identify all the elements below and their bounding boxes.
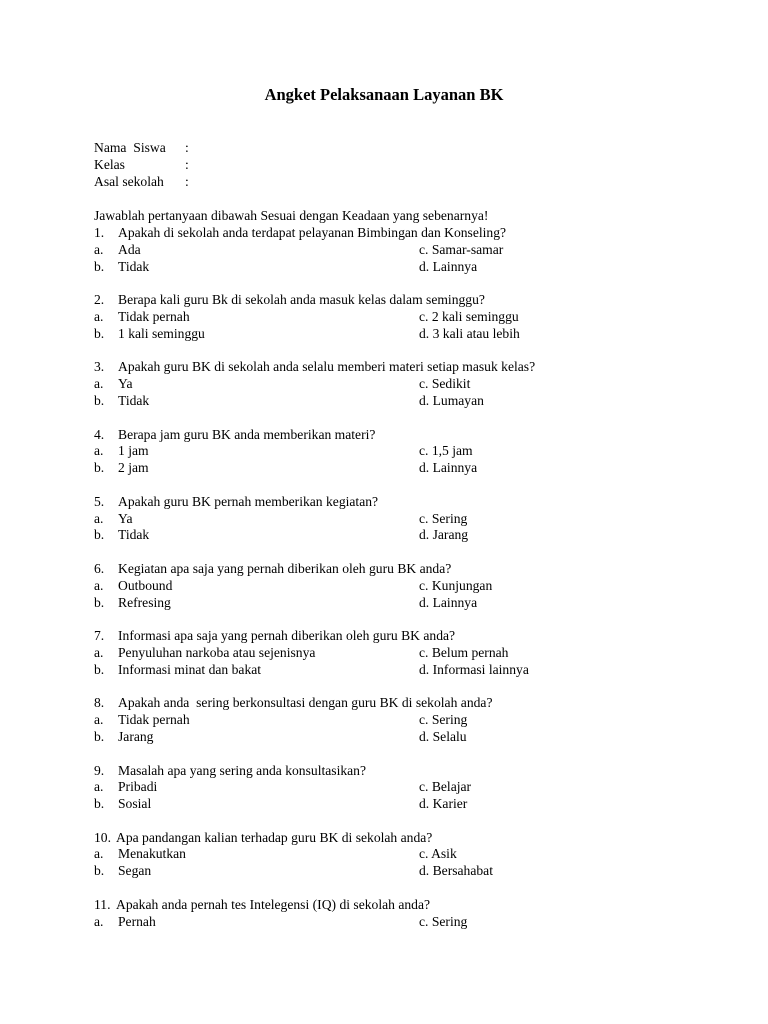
option-row <box>94 595 694 612</box>
option-text: d. Bersahabat <box>419 863 493 879</box>
option-text: c. 2 kali seminggu <box>419 308 519 324</box>
option-row <box>94 796 694 813</box>
option-text: c. Kunjungan <box>419 577 493 593</box>
option-text: Outbound <box>118 577 173 593</box>
option-text: Pernah <box>118 913 156 929</box>
option-text: d. Selalu <box>419 728 467 744</box>
question-list <box>94 225 694 947</box>
option-text: d. Lainnya <box>419 258 478 274</box>
option-text: 1 jam <box>118 443 149 459</box>
option-row <box>94 460 694 477</box>
option-row <box>94 712 694 729</box>
question-number: 6. <box>94 560 105 576</box>
question-5 <box>94 494 694 544</box>
question-number: 7. <box>94 628 105 644</box>
option-text: 2 jam <box>118 460 149 476</box>
field-label-kelas: Kelas <box>94 156 125 172</box>
option-letter: b. <box>94 796 105 812</box>
option-row <box>94 443 694 460</box>
option-text: Penyuluhan narkoba atau sejenisnya <box>118 644 316 660</box>
option-text: d. 3 kali atau lebih <box>419 325 520 341</box>
option-text: c. Sering <box>419 913 468 929</box>
question-6 <box>94 561 694 611</box>
option-text: c. Belum pernah <box>419 644 509 660</box>
field-label-asal-sekolah: Asal sekolah <box>94 173 164 189</box>
question-number: 9. <box>94 762 105 778</box>
identity-row-name <box>94 140 195 157</box>
question-number: 11. <box>94 896 111 912</box>
option-text: d. Lumayan <box>419 392 484 408</box>
field-colon: : <box>185 173 189 189</box>
option-letter: b. <box>94 325 105 341</box>
option-text: Tidak pernah <box>118 712 190 728</box>
option-text: c. Sering <box>419 510 468 526</box>
option-row <box>94 376 694 393</box>
option-letter: b. <box>94 863 105 879</box>
question-text: Apakah guru BK di sekolah anda selalu memberi materi setiap masuk kelas? <box>118 359 536 375</box>
option-row <box>94 242 694 259</box>
identity-row-kelas <box>94 157 195 174</box>
field-colon: : <box>185 156 189 172</box>
question-text: Kegiatan apa saja yang pernah diberikan oleh guru BK anda? <box>118 560 452 576</box>
option-text: Pribadi <box>118 779 158 795</box>
option-row <box>94 393 694 410</box>
option-letter: a. <box>94 308 104 324</box>
option-row <box>94 326 694 343</box>
option-text: Sosial <box>118 796 152 812</box>
option-text: Refresing <box>118 594 171 610</box>
question-10 <box>94 830 694 880</box>
option-text: d. Lainnya <box>419 594 478 610</box>
option-letter: a. <box>94 510 104 526</box>
option-text: Informasi minat dan bakat <box>118 661 262 677</box>
option-text: d. Lainnya <box>419 460 478 476</box>
instruction-text: Jawablah pertanyaan dibawah Sesuai dengan Keadaan yang sebenarnya! <box>94 208 489 223</box>
option-letter: b. <box>94 460 105 476</box>
question-text: Masalah apa yang sering anda konsultasikan? <box>118 762 367 778</box>
question-11 <box>94 897 694 931</box>
option-letter: a. <box>94 846 104 862</box>
option-row <box>94 863 694 880</box>
option-row <box>94 309 694 326</box>
option-text: Ada <box>118 241 141 257</box>
option-row <box>94 729 694 746</box>
question-text: Berapa kali guru Bk di sekolah anda masuk kelas dalam seminggu? <box>118 292 485 308</box>
option-letter: a. <box>94 376 104 392</box>
option-text: Tidak pernah <box>118 308 190 324</box>
field-colon: : <box>185 140 189 155</box>
option-letter: a. <box>94 913 104 929</box>
option-text: c. 1,5 jam <box>419 443 473 459</box>
field-label-nama-siswa: Nama Siswa <box>94 140 166 155</box>
question-3 <box>94 359 694 409</box>
option-letter: a. <box>94 644 104 660</box>
option-text: c. Sedikit <box>419 376 471 392</box>
identity-row-asal-sekolah <box>94 174 195 191</box>
question-number: 3. <box>94 359 105 375</box>
option-text: d. Informasi lainnya <box>419 661 529 677</box>
option-letter: b. <box>94 527 105 543</box>
option-letter: b. <box>94 392 105 408</box>
option-letter: a. <box>94 779 104 795</box>
option-text: c. Sering <box>419 712 468 728</box>
option-text: Ya <box>118 376 133 392</box>
option-text: 1 kali seminggu <box>118 325 205 341</box>
option-letter: b. <box>94 661 105 677</box>
question-text: Apakah anda sering berkonsultasi dengan guru BK di sekolah anda? <box>118 695 493 711</box>
question-number: 8. <box>94 695 105 711</box>
question-number: 4. <box>94 426 105 442</box>
document-title: Angket Pelaksanaan Layanan BK <box>264 85 504 104</box>
question-text: Apa pandangan kalian terhadap guru BK di sekolah anda? <box>116 829 433 845</box>
option-row <box>94 511 694 528</box>
option-letter: a. <box>94 443 104 459</box>
option-text: d. Karier <box>419 796 468 812</box>
option-text: Tidak <box>118 258 150 274</box>
option-letter: b. <box>94 728 105 744</box>
option-letter: b. <box>94 594 105 610</box>
question-number: 1. <box>94 225 105 240</box>
option-text: d. Jarang <box>419 527 469 543</box>
option-text: c. Belajar <box>419 779 472 795</box>
question-number: 5. <box>94 493 105 509</box>
question-text: Apakah di sekolah anda terdapat pelayanan Bimbingan dan Konseling? <box>118 225 507 240</box>
option-text: Segan <box>118 863 152 879</box>
question-4 <box>94 427 694 477</box>
option-letter: a. <box>94 577 104 593</box>
option-text: Tidak <box>118 527 150 543</box>
option-row <box>94 846 694 863</box>
question-1 <box>94 225 694 275</box>
option-text: c. Asik <box>419 846 457 862</box>
question-7 <box>94 628 694 678</box>
question-text: Apakah anda pernah tes Intelegensi (IQ) di sekolah anda? <box>116 896 431 912</box>
option-letter: a. <box>94 712 104 728</box>
option-row <box>94 662 694 679</box>
option-text: c. Samar-samar <box>419 241 504 257</box>
option-row <box>94 527 694 544</box>
question-9 <box>94 763 694 813</box>
option-row <box>94 645 694 662</box>
option-text: Menakutkan <box>118 846 186 862</box>
option-row <box>94 578 694 595</box>
option-row <box>94 259 694 276</box>
option-letter: a. <box>94 241 104 257</box>
question-2 <box>94 292 694 342</box>
option-row <box>94 779 694 796</box>
question-text: Informasi apa saja yang pernah diberikan oleh guru BK anda? <box>118 628 456 644</box>
identity-fields <box>94 140 195 190</box>
question-number: 10. <box>94 829 111 845</box>
question-8 <box>94 695 694 745</box>
option-text: Ya <box>118 510 133 526</box>
question-text: Berapa jam guru BK anda memberikan materi? <box>118 426 376 442</box>
option-letter: b. <box>94 258 105 274</box>
option-text: Jarang <box>118 728 154 744</box>
question-text: Apakah guru BK pernah memberikan kegiatan? <box>118 493 379 509</box>
option-text: Tidak <box>118 392 150 408</box>
question-number: 2. <box>94 292 105 308</box>
option-row <box>94 914 694 931</box>
